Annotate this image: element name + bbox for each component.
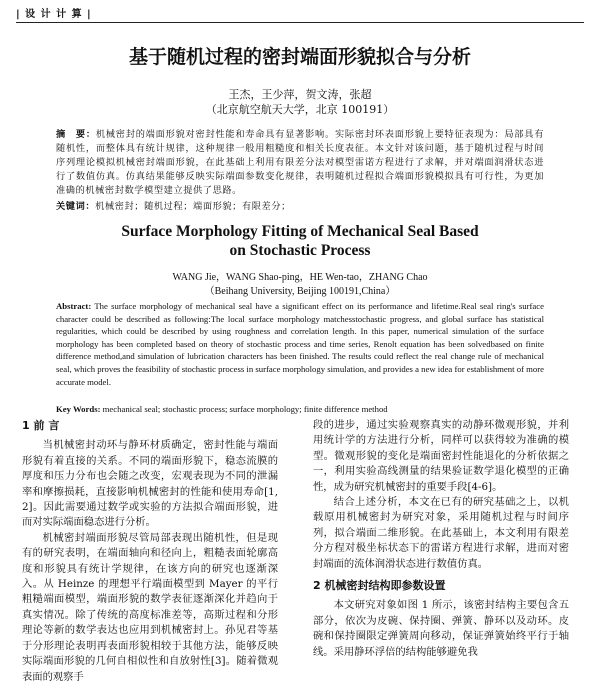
right-paragraph: 段的进步，通过实验观察真实的动静环微观形貌，并利用统计学的方法进行分析，同样可以获得较为准确的模型。微观形貌的变化是端面密封性能退化的分析依据之一，利用实验高线测量的结果验证数学退化模型的正确性，成为研究机械密封的重要手段[4-6]。 — [313, 419, 569, 493]
chinese-abstract — [56, 128, 544, 198]
english-keywords-text: mechanical seal; stochastic process; surface morphology; finite difference method — [102, 404, 388, 414]
english-title-line1: Surface Morphology Fitting of Mechanical Seal Based — [121, 223, 479, 240]
english-abstract-label: Abstract: — [56, 301, 92, 311]
english-abstract — [56, 300, 544, 388]
left-column — [22, 418, 278, 685]
english-abstract-text: The surface morphology of mechanical seal have a significant effect on its performance and lifetime.Real seal ring's surface character could be described as following:The local surface morphology matchesstochastic progress, and global surface has statistical regularities, which could be described by using roughness and correlation length. In this paper, numerical simulation of the surface morphology has been completed based on theory of stochastic process and time series, Renolt equation has been solvedbased on finite difference method,and simulation of lubrication characters has been finished. The results could reflect the real change rule of mechanical seal, which proves the feasibility of stochastic process in surface morphology simulation, and provides a new idea for establishment of more accurate model. — [56, 301, 544, 387]
chinese-abstract-label: 摘 要： — [56, 129, 96, 140]
header-rule — [16, 22, 584, 23]
chinese-affiliation: （北京航空航天大学，北京 100191） — [205, 103, 395, 116]
chinese-title: 基于随机过程的密封端面形貌拟合与分析 — [128, 46, 471, 68]
right-paragraph: 结合上述分析，本文在已有的研究基础之上，以机载原用机械密封为研究对象，采用随机过程与时间序列，拟合端面二维形貌。在此基础上，本文利用有限差分方程对极坐标状态下的雷诺方程进行求解，进而对密封端面的流体润滑状态进行数值仿真。 — [313, 496, 569, 570]
left-paragraph: 当机械密封动环与静环材质确定，密封性能与端面形貌有着直接的关系。不同的端面形貌下，稳态流膜的厚度和压力分布也会随之改变，宏观表现为不同的泄漏率和摩擦损耗，直接影响机械密封的性能和使用寿命[1, 2]。因此需要通过数学或实验的方法拟合端面形貌，进而对实际端面稳态进行分析。 — [22, 439, 278, 529]
chinese-keywords — [56, 198, 544, 212]
section-tag: | 设 计 计 算 | — [16, 9, 92, 20]
english-title — [0, 222, 600, 260]
english-authors: WANG Jie，WANG Shao-ping，HE Wen-tao，ZHANG Chao — [172, 272, 428, 283]
right-column — [313, 418, 569, 660]
section2-heading: 2 机械密封结构即参数设置 — [313, 579, 446, 593]
chinese-abstract-text: 机械密封的端面形貌对密封性能和寿命具有显著影响。实际密封环表面形貌上要特征表现为：局部具有随机性，而整体具有统计规律，这种规律一般用粗糙度和相关长度表征。本文针对该问题，基于随机过程与时间序列理论模拟机械密封端面形貌，在此基础上利用有限差分法对模型雷诺方程进行了求解，并对端面润滑状态进行了数值仿真。仿真结果能够反映实际端面参数变化规律，表明随机过程拟合端面形貌模拟具有可行性，为更加准确的机械密封数学模型建立提供了思路。 — [56, 129, 545, 196]
section2-paragraph: 本文研究对象如图 1 所示，该密封结构主要包含五部分，依次为皮碗、保持圈、弹簧、静环以及动环。皮碗和保持圈限定弹簧周向移动，保证弹簧始终平行于轴线。采用静环浮倍的结构能够避免我 — [313, 599, 569, 658]
english-title-line2: on Stochastic Process — [229, 242, 371, 259]
english-keywords — [56, 404, 544, 414]
section1-heading: 1 前 言 — [22, 419, 60, 432]
chinese-keywords-label: 关键词： — [56, 201, 96, 212]
chinese-authors: 王杰，王少萍，贺文涛，张超 — [228, 88, 372, 101]
english-keywords-label: Key Words: — [56, 404, 101, 414]
left-paragraph: 机械密封端面形貌尽管局部表现出随机性，但是现有的研究表明，在端面轴向和径向上，粗糙表面轮廓高度和形貌具有统计学规律，在该方向的研究也逐渐深入。从 Heinze 的理想平行端面模型到 Mayer 的平行粗糙端面模型，端面形貌的数学表征逐渐深化并趋向于真实情况。除了传统的高度标准差等，高斯过程和分形理论等新的数学表达也应用到机械密封上。孙见君等基于分形理论表明再表面形貌相较于其他方法，能够反映实际端面形貌的几何自相似性和自放射性[3]。随着微观表面的观察手 — [22, 531, 278, 683]
chinese-keywords-text: 机械密封；随机过程；端面形貌；有限差分； — [95, 201, 291, 212]
english-affiliation: （Beihang University, Beijing 100191,China） — [204, 286, 396, 297]
